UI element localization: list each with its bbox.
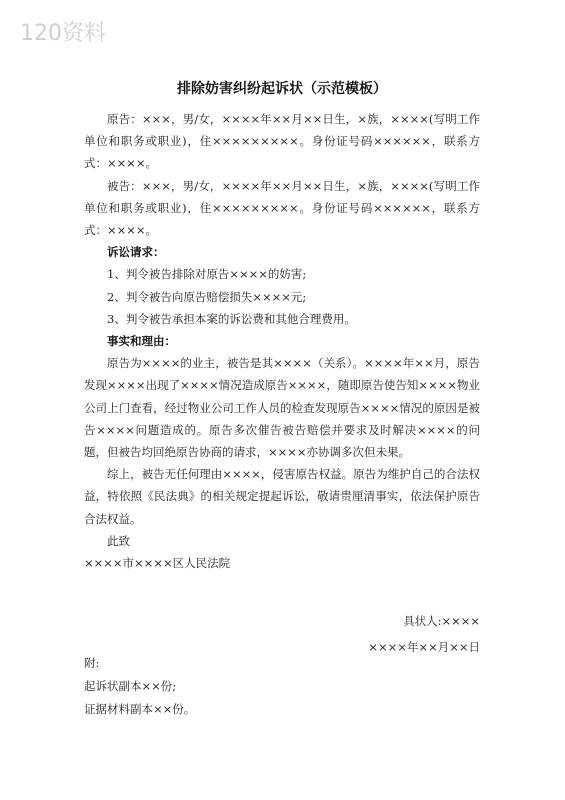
- closing-text: 此致: [107, 533, 130, 548]
- claim-item: 2、判令被告向原告赔偿损失××××元;: [107, 289, 307, 304]
- signer: 具状人:××××: [403, 614, 480, 628]
- attachments-heading: 附:: [84, 656, 100, 670]
- attachment-item: 起诉状副本××份;: [84, 679, 177, 693]
- facts-heading: 事实和理由：: [107, 334, 176, 349]
- facts-paragraph: 原告为××××的业主，被告是其××××（关系）。××××年××月，原告发现××××出现了××××情况造成原告××××，随即原告使告知××××物业公司上门查看，经过物业公司工作人员的检查发现原告××××情况的原因是被告××××问题造成的。原告多次催告被告赔偿并要求及时解决××××的问题，但被告均回绝原告协商的请求，××××亦协调多次但未果。: [84, 356, 480, 460]
- attachments-block: [84, 652, 480, 721]
- sign-date: ××××年××月××日: [368, 640, 480, 654]
- plaintiff-paragraph: 原告：×××，男/女，××××年××月××日生，×族，××××(写明工作单位和职务或职业)，住×××××××××。身份证号码××××××，联系方式：××××。: [84, 112, 480, 171]
- attachment-item: 证据材料副本××份。: [84, 702, 196, 716]
- claims-heading: 诉讼请求：: [107, 245, 165, 260]
- document-body: [84, 108, 480, 574]
- claim-item: 1、判令被告排除对原告××××的妨害;: [107, 267, 307, 282]
- watermark-logo: 120资料: [20, 21, 106, 46]
- document-title: 排除妨害纠纷起诉状（示范模板）: [177, 81, 387, 97]
- claim-item: 3、判令被告承担本案的诉讼费和其他合理费用。: [107, 311, 356, 326]
- defendant-paragraph: 被告：×××，男/女，××××年××月××日生，×族，××××(写明工作单位和职务或职业)，住×××××××××。身份证号码××××××，联系方式：××××。: [84, 178, 480, 238]
- court-name: ××××市××××区人民法院: [84, 556, 231, 571]
- conclusion-paragraph: 综上，被告无任何理由××××，侵害原告权益。原告为维护自己的合法权益，特依照《民法典》的相关规定提起诉讼，敬请贵厘清事实，依法保护原告合法权益。: [84, 467, 480, 526]
